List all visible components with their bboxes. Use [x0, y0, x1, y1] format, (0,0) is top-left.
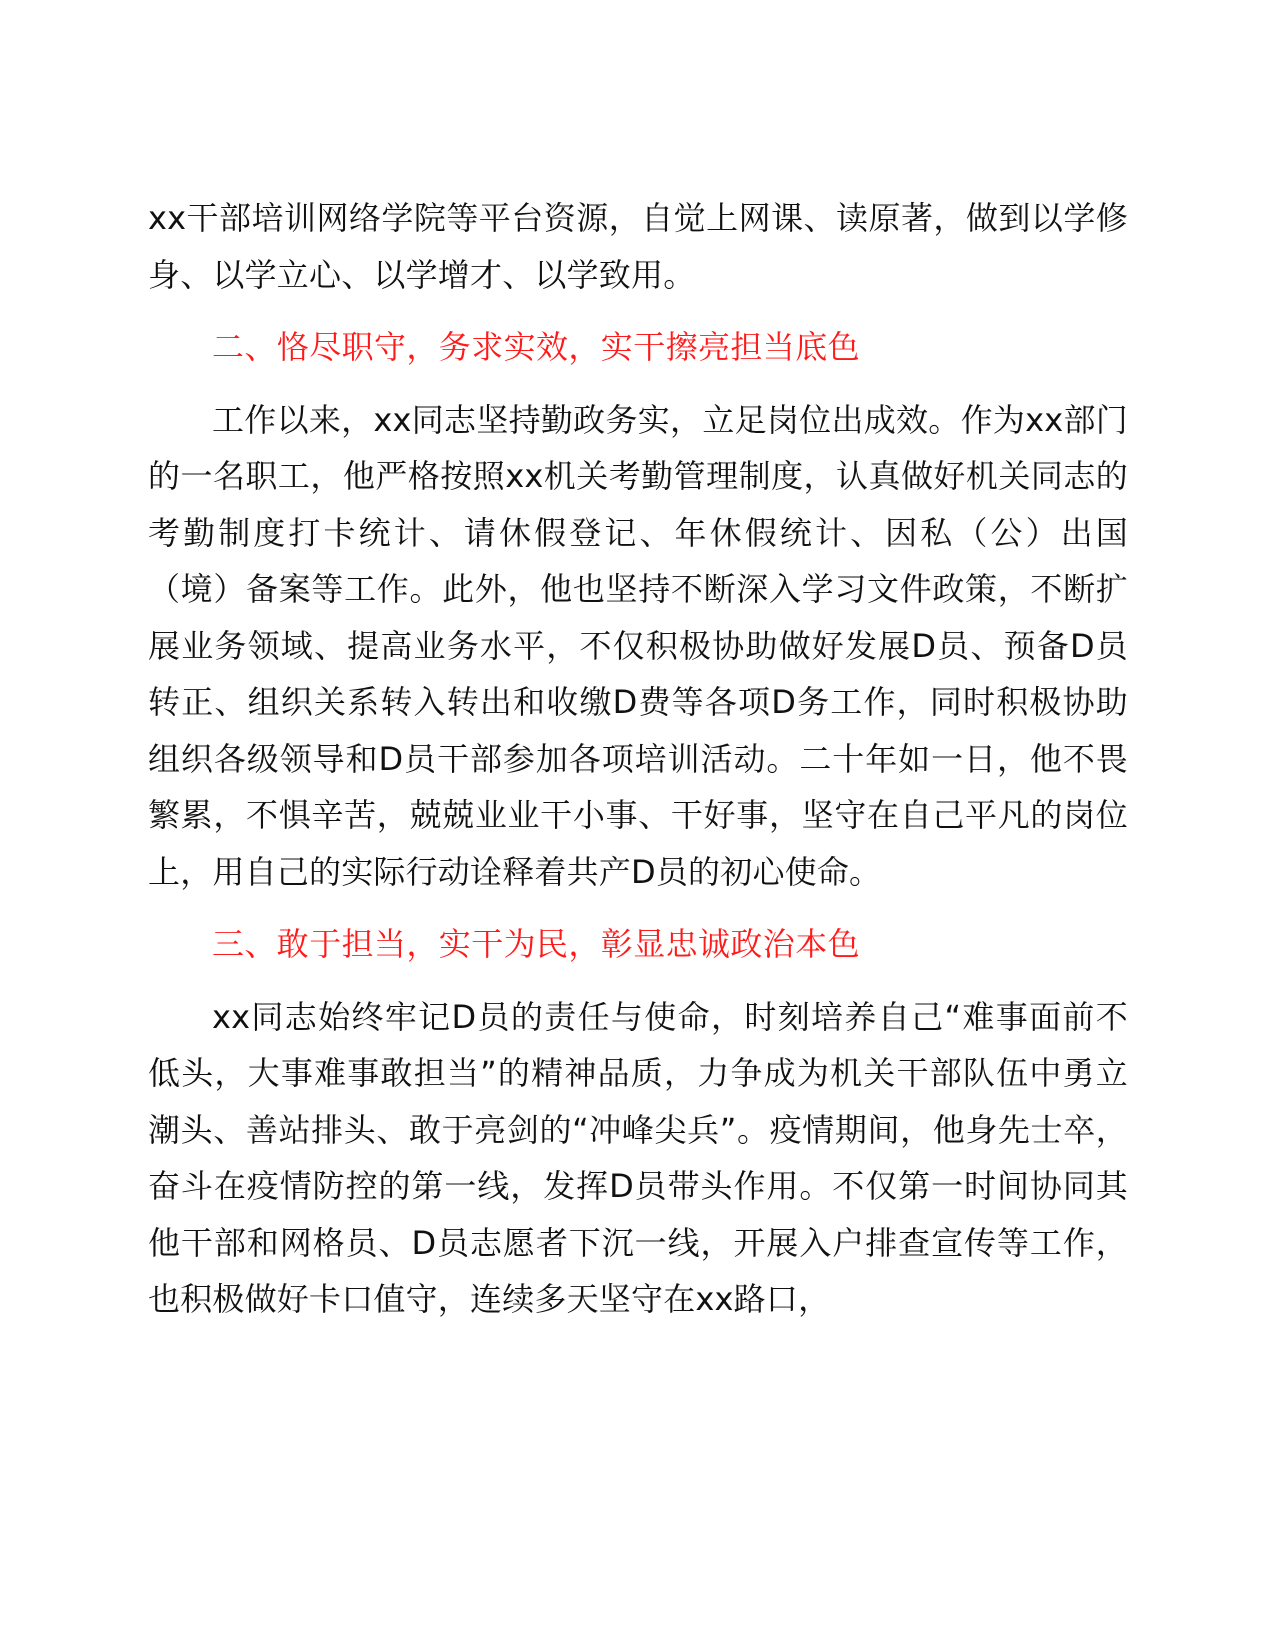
body-paragraph-2: 工作以来，xx同志坚持勤政务实，立足岗位出成效。作为xx部门的一名职工，他严格按照xx机关考勤管理制度，认真做好机关同志的考勤制度打卡统计、请休假登记、年休假统计、因私（公）出国（境）备案等工作。此外，他也坚持不断深入学习文件政策，不断扩展业务领域、提高业务水平，不仅积极协助做好发展D员、预备D员转正、组织关系转入转出和收缴D费等各项D务工作，同时积极协助组织各级领导和D员干部参加各项培训活动。二十年如一日，他不畏繁累，不惧辛苦，兢兢业业干小事、干好事，坚守在自己平凡的岗位上，用自己的实际行动诠释着共产D员的初心使命。 — [148, 400, 1128, 891]
section-heading-3: 三、敢于担当，实干为民，彰显忠诚政治本色 — [212, 925, 861, 963]
document-page — [148, 190, 1128, 1328]
section-heading-2: 二、恪尽职守，务求实效，实干擦亮担当底色 — [212, 328, 861, 366]
body-paragraph-3: xx同志始终牢记D员的责任与使命，时刻培养自己“难事面前不低头，大事难事敢担当”的精神品质，力争成为机关干部队伍中勇立潮头、善站排头、敢于亮剑的“冲峰尖兵”。疫情期间，他身先士卒，奋斗在疫情防控的第一线，发挥D员带头作用。不仅第一时间协同其他干部和网格员、D员志愿者下沉一线，开展入户排查宣传等工作，也积极做好卡口值守，连续多天坚守在xx路口， — [148, 997, 1128, 1318]
body-paragraph-1: xx干部培训网络学院等平台资源，自觉上网课、读原著，做到以学修身、以学立心、以学增才、以学致用。 — [148, 199, 1128, 294]
